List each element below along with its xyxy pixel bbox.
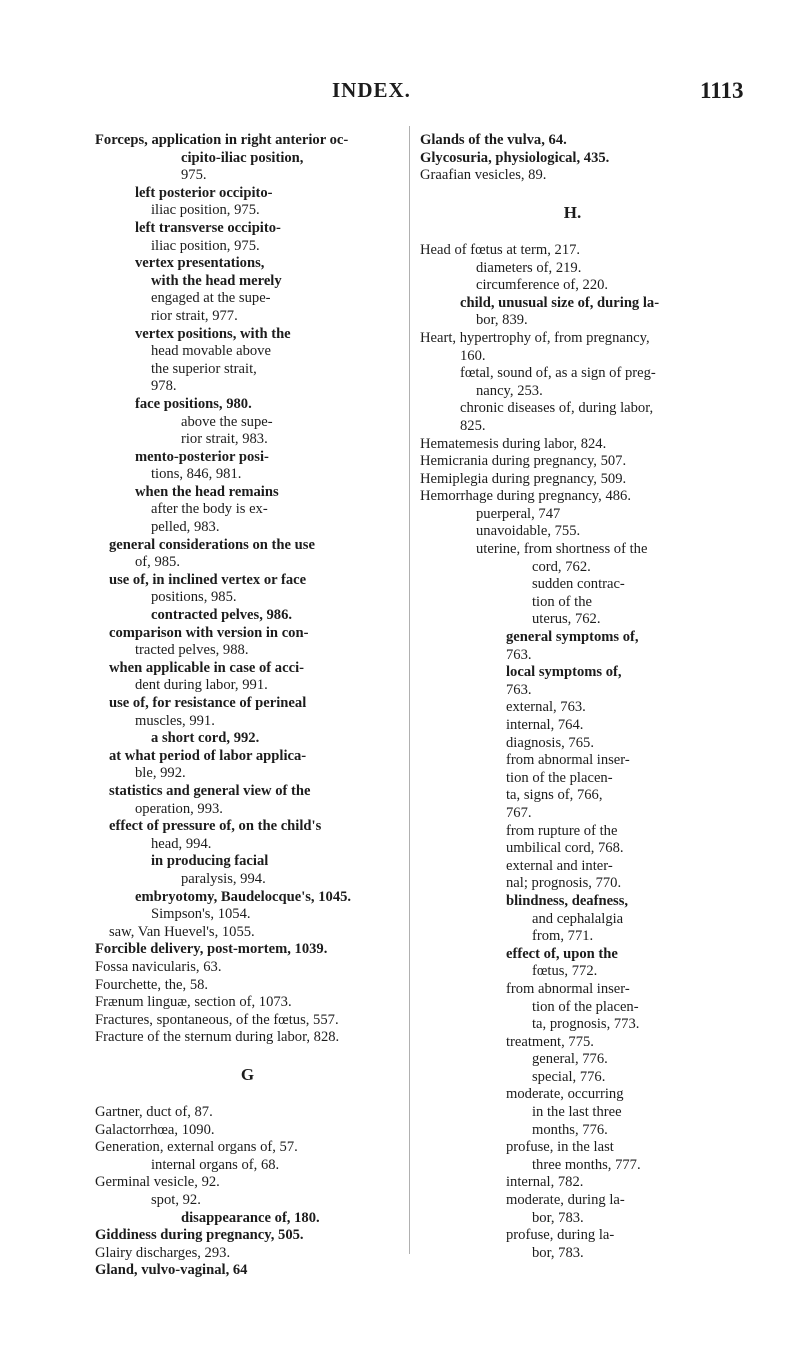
index-subentry: vertex presentations, [135, 255, 265, 272]
index-entry: Fossa navicularis, 63. [95, 958, 222, 975]
index-subentry: effect of pressure of, on the child's [109, 818, 322, 835]
index-subentry: unavoidable, 755. [476, 523, 581, 540]
index-entry: Gartner, duct of, 87. [95, 1104, 213, 1121]
index-subentry: statistics and general view of the [109, 782, 311, 799]
index-subentry: bor, 783. [532, 1209, 584, 1226]
index-subentry: rior strait, 977. [151, 307, 238, 324]
index-subentry: tions, 846, 981. [151, 466, 242, 483]
index-subentry: operation, 993. [135, 800, 223, 817]
index-entry: Giddiness during pregnancy, 505. [95, 1227, 304, 1244]
page-header [0, 78, 800, 108]
index-subentry: 978. [151, 378, 177, 395]
section-heading: H. [563, 203, 582, 223]
index-subentry: moderate, occurring [506, 1086, 624, 1103]
index-subentry: iliac position, 975. [151, 237, 260, 254]
index-subentry: uterine, from shortness of the [476, 541, 648, 558]
index-entry: Heart, hypertrophy of, from pregnancy, [420, 329, 650, 346]
index-subentry: head movable above [151, 343, 271, 360]
index-subentry: use of, in inclined vertex or face [109, 571, 307, 588]
index-subentry: with the head merely [151, 272, 282, 289]
index-entry: Germinal vesicle, 92. [95, 1174, 220, 1191]
index-subentry: 160. [460, 347, 486, 364]
index-subentry: profuse, in the last [506, 1139, 614, 1156]
index-subentry: tion of the placen- [506, 769, 613, 786]
index-entry: Fourchette, the, 58. [95, 976, 209, 993]
index-subentry: blindness, deafness, [506, 892, 629, 909]
index-subentry: use of, for resistance of perineal [109, 695, 307, 711]
section-heading: G [240, 1065, 255, 1085]
index-subentry: of, 985. [135, 554, 180, 571]
index-subentry: saw, Van Huevel's, 1055. [109, 923, 255, 940]
index-entry: Graafian vesicles, 89. [420, 167, 547, 184]
index-subentry: circumference of, 220. [476, 277, 609, 294]
index-subentry: pelled, 983. [151, 519, 220, 536]
index-subentry: bor, 783. [532, 1244, 584, 1261]
index-subentry: three months, 777. [532, 1156, 641, 1173]
page-number: 1113 [700, 78, 744, 103]
index-subentry: uterus, 762. [532, 611, 601, 628]
index-subentry: child, unusual size of, during la- [460, 294, 660, 311]
index-entry: Fracture of the sternum during labor, 828. [95, 1029, 340, 1046]
index-subentry: in producing facial [151, 853, 269, 870]
index-subentry: mento-posterior posi- [135, 448, 269, 465]
index-subentry: a short cord, 992. [151, 730, 260, 747]
index-subentry: left transverse occipito- [135, 219, 281, 236]
index-subentry: local symptoms of, [506, 664, 622, 681]
index-subentry: 767. [506, 804, 532, 821]
index-subentry: general considerations on the use [109, 536, 315, 553]
index-subentry: from, 771. [532, 928, 594, 945]
index-subentry: external and inter- [506, 857, 613, 874]
index-subentry: 975. [181, 167, 207, 184]
running-title: INDEX. [332, 78, 411, 102]
index-subentry: when the head remains [135, 483, 279, 500]
index-subentry: comparison with version in con- [109, 624, 309, 641]
index-subentry: left posterior occipito- [135, 184, 273, 201]
index-subentry: ble, 992. [135, 765, 186, 782]
index-entry: Generation, external organs of, 57. [95, 1139, 298, 1156]
index-subentry: from abnormal inser- [506, 980, 630, 997]
index-subentry: external, 763. [506, 699, 586, 716]
index-subentry: disappearance of, 180. [181, 1209, 320, 1226]
index-subentry: tion of the [532, 593, 592, 610]
index-subentry: engaged at the supe- [151, 290, 271, 307]
index-column-left [95, 132, 400, 1280]
index-subentry: muscles, 991. [135, 712, 215, 729]
index-subentry: general, 776. [532, 1051, 608, 1068]
index-subentry: ta, prognosis, 773. [532, 1016, 640, 1033]
index-subentry: special, 776. [532, 1068, 606, 1085]
index-subentry: general symptoms of, [506, 629, 639, 646]
index-subentry: above the supe- [181, 413, 273, 430]
index-column-right [420, 132, 725, 1262]
section-gap [420, 224, 725, 242]
index-subentry: head, 994. [151, 835, 212, 852]
index-subentry: dent during labor, 991. [135, 677, 268, 694]
index-entry: Fractures, spontaneous, of the fœtus, 557. [95, 1011, 339, 1028]
index-entry: Gland, vulvo-vaginal, 64 [95, 1262, 248, 1279]
index-subentry: tracted pelves, 988. [135, 642, 249, 659]
index-entry: Forcible delivery, post-mortem, 1039. [95, 941, 328, 958]
index-subentry: at what period of labor applica- [109, 747, 307, 764]
index-entry: Hemiplegia during pregnancy, 509. [420, 470, 627, 487]
index-subentry: positions, 985. [151, 589, 237, 606]
index-subentry: moderate, during la- [506, 1192, 625, 1209]
index-subentry: sudden contrac- [532, 576, 625, 593]
index-subentry: 763. [506, 681, 532, 698]
index-entry: Hematemesis during labor, 824. [420, 435, 607, 452]
index-subentry: in the last three [532, 1104, 622, 1121]
index-subentry: nancy, 253. [476, 382, 543, 399]
index-subentry: nal; prognosis, 770. [506, 875, 622, 892]
index-subentry: internal organs of, 68. [151, 1156, 280, 1173]
index-subentry: contracted pelves, 986. [151, 607, 293, 624]
index-subentry: from abnormal inser- [506, 752, 630, 769]
index-subentry: diameters of, 219. [476, 259, 582, 276]
column-divider [409, 126, 410, 1254]
index-subentry: paralysis, 994. [181, 870, 266, 887]
index-subentry: 763. [506, 646, 532, 663]
index-subentry: fœtal, sound of, as a sign of preg- [460, 365, 656, 382]
index-subentry: tion of the placen- [532, 998, 639, 1015]
index-entry: Glairy discharges, 293. [95, 1244, 231, 1261]
index-subentry: bor, 839. [476, 312, 528, 329]
index-subentry: cord, 762. [532, 558, 591, 575]
index-subentry: when applicable in case of acci- [109, 659, 304, 676]
index-entry: Hemorrhage during pregnancy, 486. [420, 488, 631, 505]
index-subentry: profuse, during la- [506, 1227, 615, 1244]
index-subentry: puerperal, 747 [476, 505, 561, 522]
index-subentry: months, 776. [532, 1121, 608, 1138]
index-subentry: rior strait, 983. [181, 431, 268, 448]
index-subentry: iliac position, 975. [151, 202, 260, 219]
index-entry: Glycosuria, physiological, 435. [420, 149, 610, 166]
index-subentry: vertex positions, with the [135, 325, 291, 342]
index-subentry: 825. [460, 417, 486, 434]
index-subentry: diagnosis, 765. [506, 734, 594, 751]
index-entry: Frænum linguæ, section of, 1073. [95, 994, 292, 1011]
index-entry: Glands of the vulva, 64. [420, 132, 567, 148]
index-subentry: spot, 92. [151, 1192, 201, 1209]
section-gap [95, 1086, 400, 1104]
index-entry: Hemicrania during pregnancy, 507. [420, 453, 627, 470]
index-subentry: from rupture of the [506, 822, 618, 839]
index-entry: Head of fœtus at term, 217. [420, 241, 581, 258]
index-entry: Galactorrhœa, 1090. [95, 1121, 215, 1138]
index-subentry: umbilical cord, 768. [506, 840, 624, 857]
index-subentry: Simpson's, 1054. [151, 906, 251, 923]
index-subentry: and cephalalgia [532, 910, 624, 927]
index-subentry: after the body is ex- [151, 501, 268, 518]
index-subentry: treatment, 775. [506, 1033, 594, 1050]
index-entry: Forceps, application in right anterior oc- [95, 132, 349, 148]
section-gap [95, 1047, 400, 1065]
index-subentry: ta, signs of, 766, [506, 787, 603, 804]
index-subentry: embryotomy, Baudelocque's, 1045. [135, 888, 352, 905]
index-subentry: face positions, 980. [135, 395, 252, 412]
section-gap [420, 185, 725, 203]
index-subentry: internal, 782. [506, 1174, 584, 1191]
index-subentry: chronic diseases of, during labor, [460, 400, 654, 417]
index-subentry: effect of, upon the [506, 945, 618, 962]
index-subentry: fœtus, 772. [532, 963, 598, 980]
index-subentry: internal, 764. [506, 717, 584, 733]
index-subentry: cipito-iliac position, [181, 149, 304, 166]
index-subentry: the superior strait, [151, 360, 257, 377]
